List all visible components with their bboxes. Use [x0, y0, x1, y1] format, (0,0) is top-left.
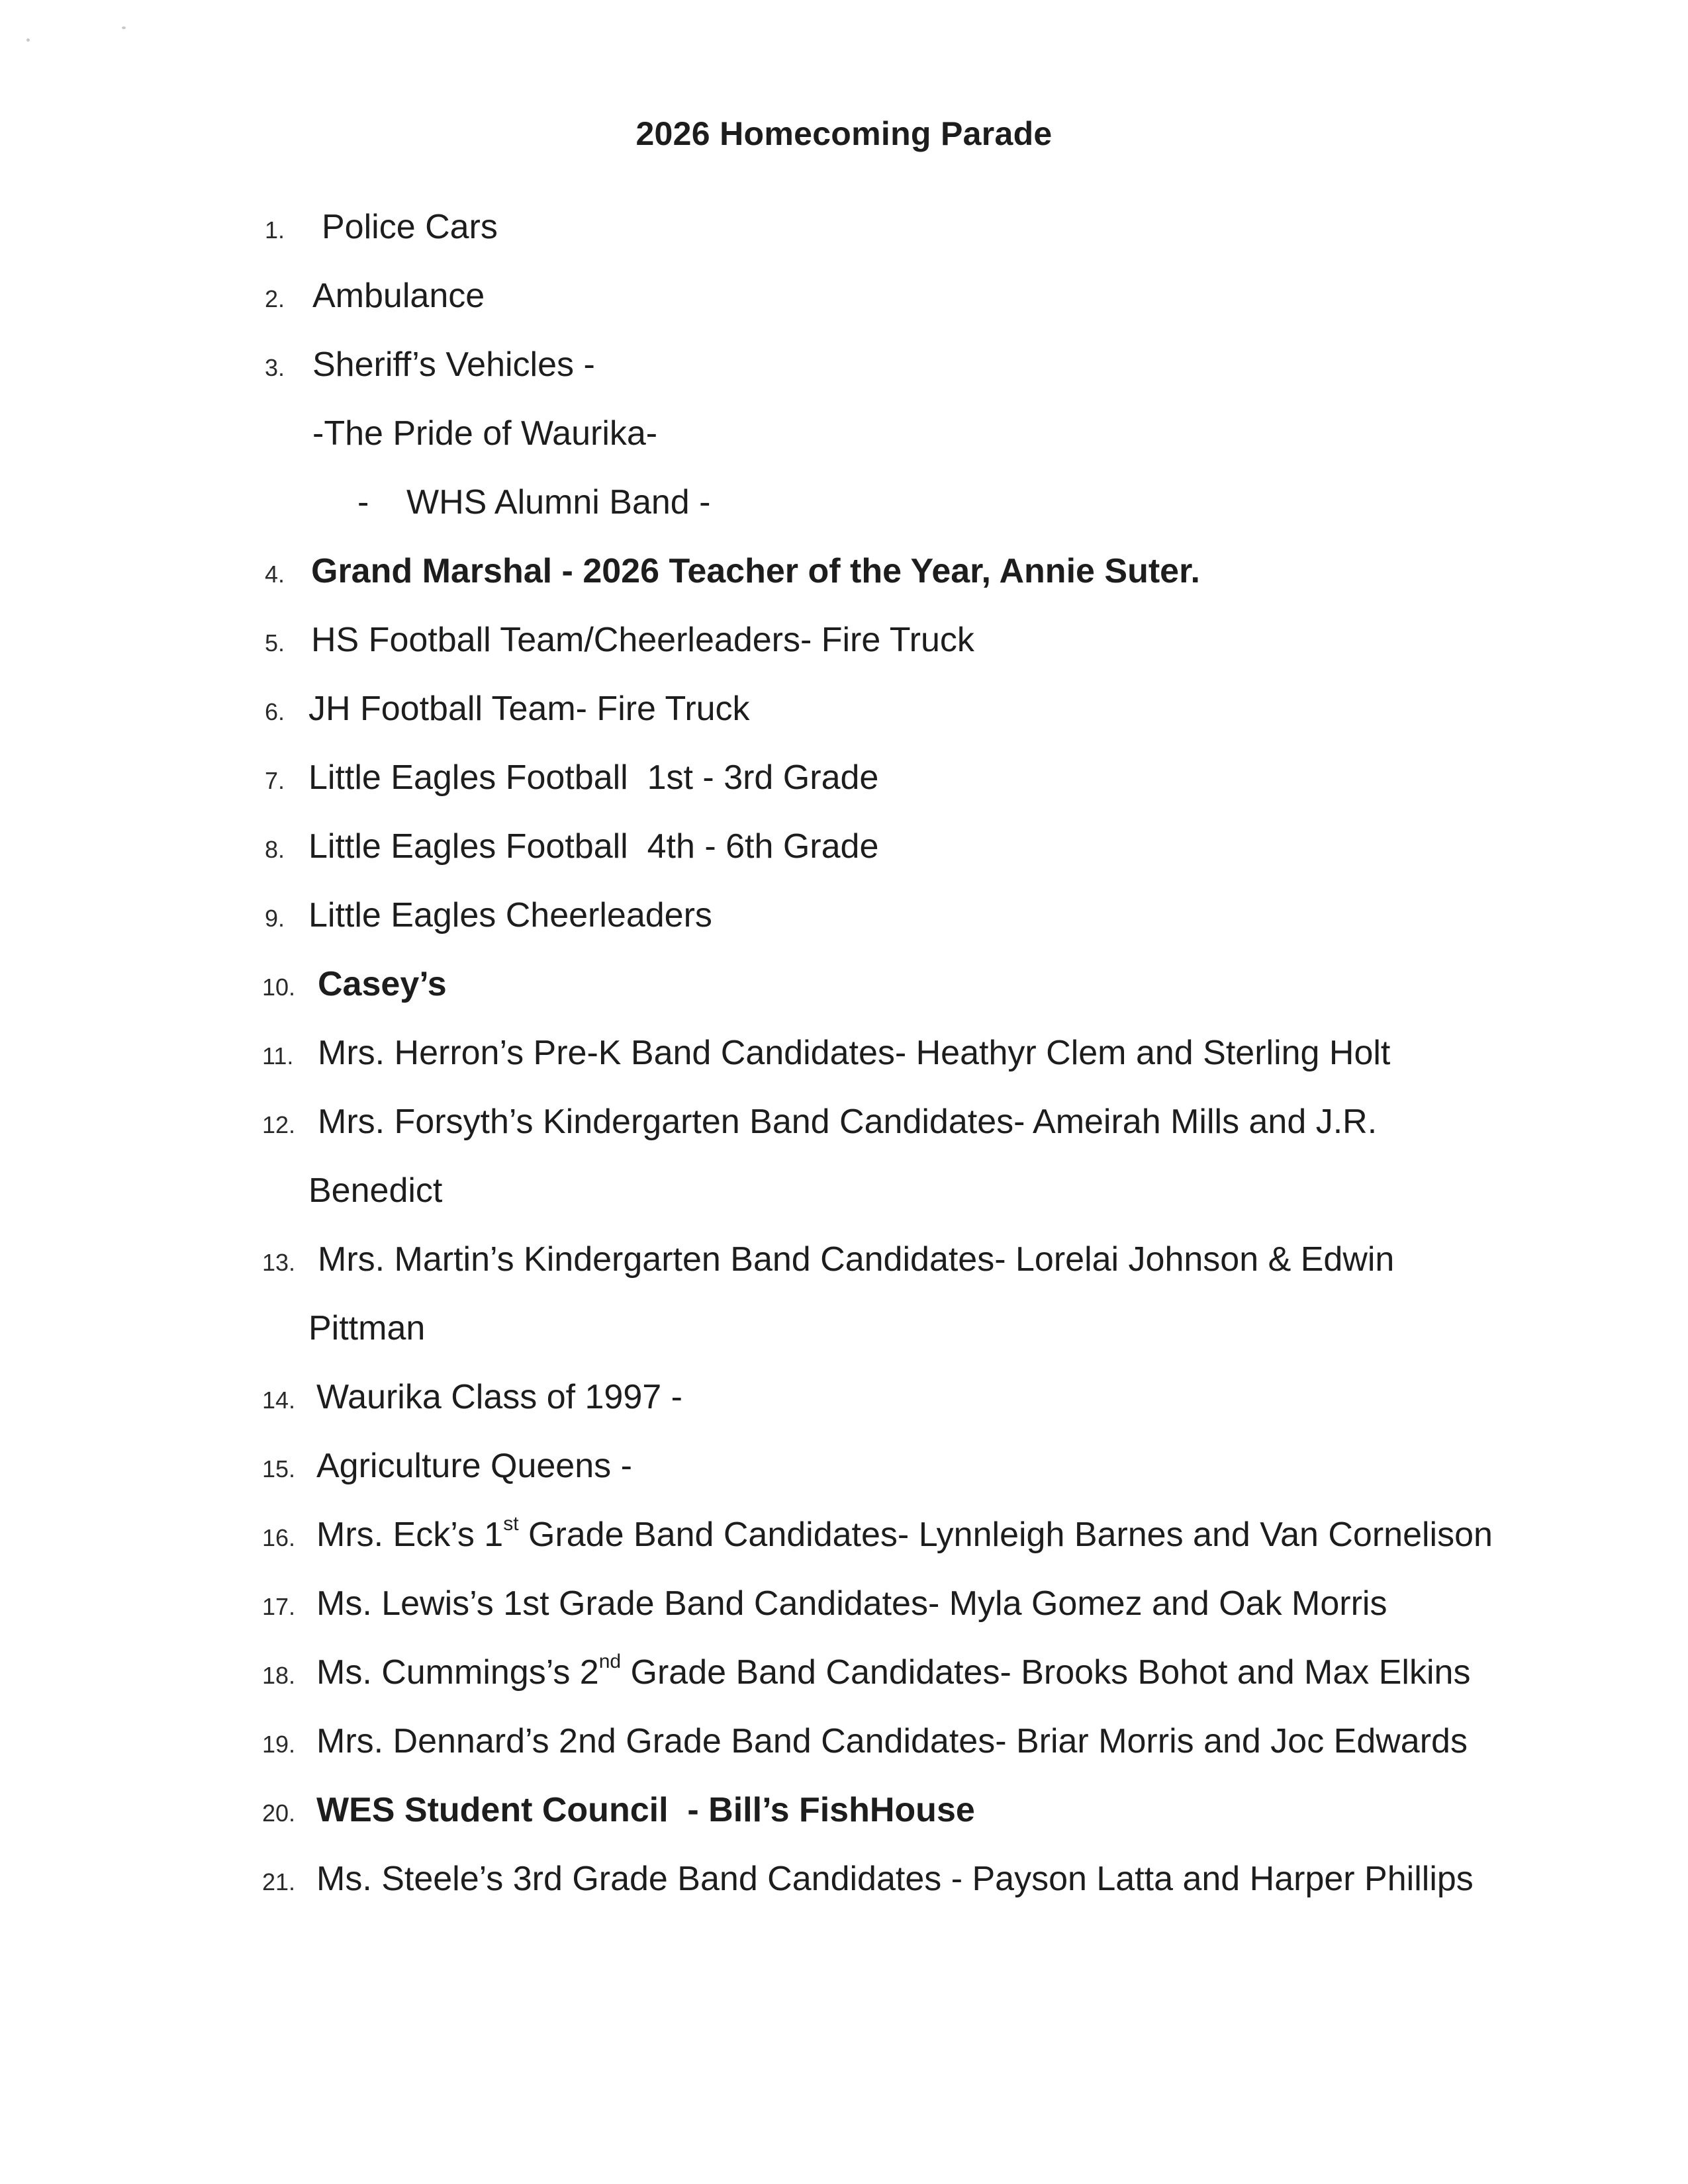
list-text: HS Football Team/Cheerleaders- Fire Truck — [311, 621, 974, 659]
list-item-continuation: Pittman — [308, 1309, 426, 1347]
list-number: 15. — [262, 1455, 296, 1482]
list-text: Agriculture Queens - — [316, 1447, 632, 1485]
list-number: 11. — [262, 1042, 294, 1069]
list-number: 2. — [265, 285, 285, 312]
list-number: 8. — [265, 836, 285, 863]
list-text — [316, 1649, 1470, 1696]
list-number: 12. — [262, 1111, 296, 1138]
list-text: Ms. Lewis’s 1st Grade Band Candidates- Myla Gomez and Oak Morris — [316, 1584, 1387, 1623]
scan-speck — [122, 26, 126, 29]
list-number: 13. — [262, 1249, 296, 1276]
list-text: Ms. Steele’s 3rd Grade Band Candidates - Payson Latta and Harper Phillips — [316, 1860, 1474, 1898]
list-number: 3. — [265, 354, 285, 381]
list-number: 5. — [265, 629, 285, 657]
list-text-part: Mrs. Eck’s 1 — [316, 1516, 504, 1554]
list-text: JH Football Team- Fire Truck — [308, 690, 750, 728]
list-text: Casey’s — [318, 965, 447, 1003]
ordinal-suffix: nd — [598, 1650, 622, 1672]
list-text: Sheriff’s Vehicles - — [312, 345, 595, 384]
list-text: Grand Marshal - 2026 Teacher of the Year, Annie Suter. — [311, 552, 1200, 590]
list-number: 17. — [262, 1593, 296, 1620]
list-text-part: Grade Band Candidates- Lynnleigh Barnes and Van Cornelison — [518, 1516, 1493, 1554]
scan-speck — [26, 38, 30, 42]
list-text: Waurika Class of 1997 - — [316, 1378, 682, 1416]
list-text: Little Eagles Football 1st - 3rd Grade — [308, 758, 879, 797]
list-text: Mrs. Herron’s Pre-K Band Candidates- Heathyr Clem and Sterling Holt — [318, 1034, 1391, 1072]
list-number: 4. — [265, 561, 285, 588]
list-text: Little Eagles Cheerleaders — [308, 896, 712, 934]
list-number: 19. — [262, 1731, 296, 1758]
list-subitem: WHS Alumni Band - — [406, 483, 711, 522]
sub-bullet: - — [357, 483, 369, 522]
list-item-continuation: Benedict — [308, 1171, 443, 1210]
list-number: 7. — [265, 767, 285, 794]
list-number: 10. — [262, 974, 296, 1001]
list-number: 20. — [262, 1799, 296, 1827]
list-text — [316, 1512, 1493, 1558]
ordinal-suffix: st — [503, 1512, 519, 1535]
list-text: Ambulance — [312, 277, 485, 315]
page-title: 2026 Homecoming Parade — [635, 115, 1053, 152]
list-text: Mrs. Dennard’s 2nd Grade Band Candidates- Briar Morris and Joc Edwards — [316, 1722, 1468, 1760]
list-text: Police Cars — [322, 208, 498, 246]
list-subitem: -The Pride of Waurika- — [312, 414, 658, 453]
list-number: 9. — [265, 905, 285, 932]
list-number: 21. — [262, 1868, 296, 1895]
list-number: 14. — [262, 1387, 296, 1414]
list-text: Mrs. Forsyth’s Kindergarten Band Candidates- Ameirah Mills and J.R. — [318, 1103, 1378, 1141]
list-number: 18. — [262, 1662, 296, 1689]
list-number: 1. — [265, 216, 285, 244]
list-text: WES Student Council - Bill’s FishHouse — [316, 1791, 975, 1829]
list-text: Mrs. Martin’s Kindergarten Band Candidates- Lorelai Johnson & Edwin — [318, 1240, 1395, 1279]
list-number: 6. — [265, 698, 285, 725]
list-text-part: Grade Band Candidates- Brooks Bohot and Max Elkins — [621, 1653, 1471, 1692]
list-number: 16. — [262, 1524, 296, 1551]
list-text-part: Ms. Cummings’s 2 — [316, 1653, 599, 1692]
list-text: Little Eagles Football 4th - 6th Grade — [308, 827, 879, 866]
